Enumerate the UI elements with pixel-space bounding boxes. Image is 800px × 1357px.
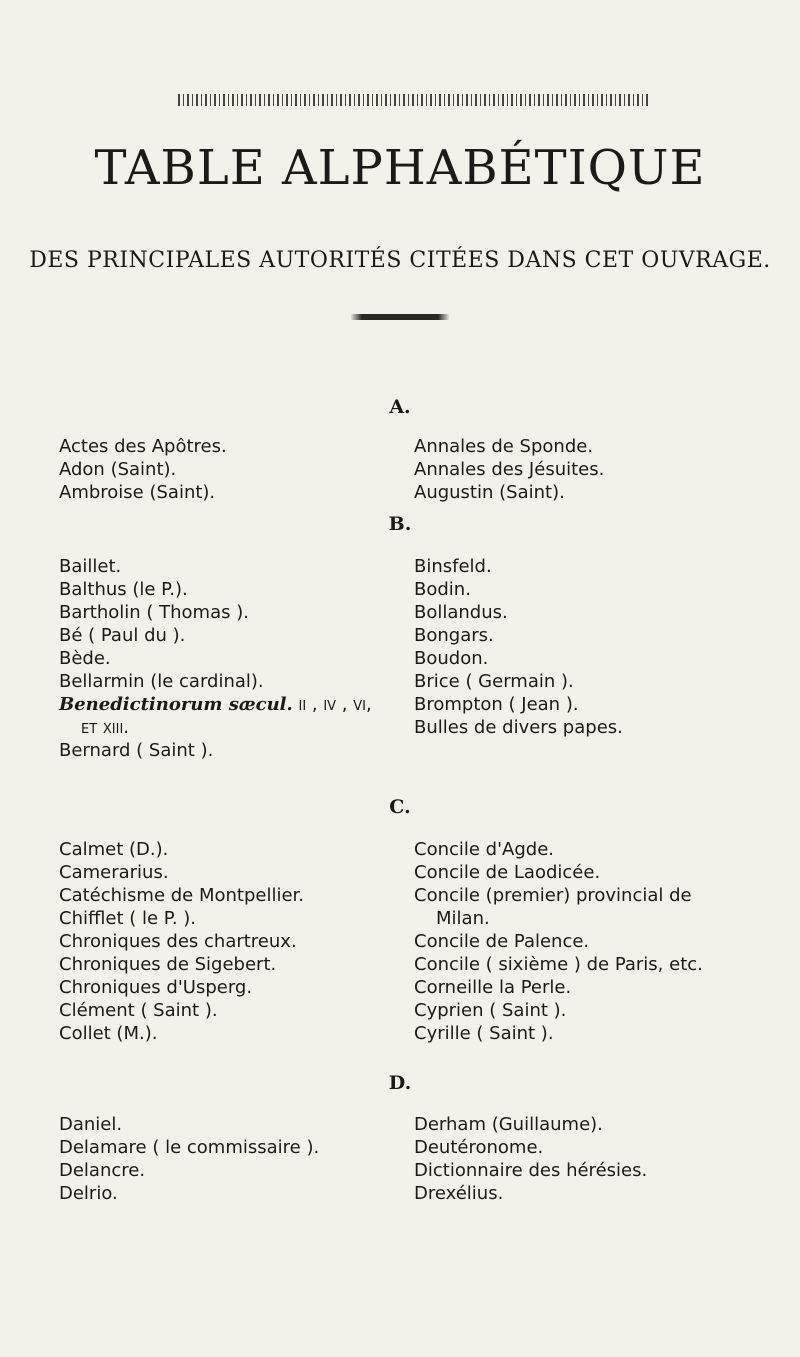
section-c-right-column (414, 838, 703, 1045)
index-entry: Concile ( sixième ) de Paris, etc. (414, 954, 703, 975)
index-entry-continuation: et xiii. (81, 717, 130, 738)
section-d-left-column (59, 1113, 319, 1205)
index-entry: Ambroise (Saint). (59, 482, 216, 503)
decorative-rule (178, 94, 648, 106)
index-entry: Concile de Palence. (414, 931, 590, 952)
index-entry: Bède. (59, 648, 111, 669)
section-d-right-column (414, 1113, 647, 1205)
index-entry: Binsfeld. (414, 556, 492, 577)
index-entry: Camerarius. (59, 862, 169, 883)
ornament-divider (350, 314, 450, 320)
index-entry: Brompton ( Jean ). (414, 694, 579, 715)
index-entry: Bé ( Paul du ). (59, 625, 186, 646)
index-entry: Clément ( Saint ). (59, 1000, 218, 1021)
index-entry: Delrio. (59, 1183, 118, 1204)
italic-title: Benedictinorum sæcul. (59, 694, 293, 715)
section-letter-d: D. (388, 1072, 412, 1094)
index-entry: Delancre. (59, 1160, 146, 1181)
index-entry: Delamare ( le commissaire ). (59, 1137, 320, 1158)
section-b-right-column (414, 555, 623, 739)
index-entry: Concile (premier) provincial de (414, 885, 692, 906)
index-entry: Actes des Apôtres. (59, 436, 227, 457)
section-a-right-column (414, 435, 604, 504)
index-entry: Cyrille ( Saint ). (414, 1023, 554, 1044)
index-entry: Chifflet ( le P. ). (59, 908, 197, 929)
index-entry: Dictionnaire des hérésies. (414, 1160, 648, 1181)
index-entry: Corneille la Perle. (414, 977, 572, 998)
index-entry: Chroniques d'Usperg. (59, 977, 253, 998)
index-entry: Concile de Laodicée. (414, 862, 601, 883)
index-entry: Boudon. (414, 648, 489, 669)
index-entry: Chroniques de Sigebert. (59, 954, 277, 975)
index-entry: Concile d'Agde. (414, 839, 555, 860)
index-entry: Brice ( Germain ). (414, 671, 574, 692)
index-entry: Balthus (le P.). (59, 579, 188, 600)
index-entry: Bartholin ( Thomas ). (59, 602, 249, 623)
index-entry: Annales de Sponde. (414, 436, 594, 457)
index-entry: Daniel. (59, 1114, 123, 1135)
section-letter-a: A. (389, 396, 411, 418)
index-entry: Annales des Jésuites. (414, 459, 605, 480)
index-entry: Bellarmin (le cardinal). (59, 671, 264, 692)
index-entry: Drexélius. (414, 1183, 504, 1204)
index-entry: Chroniques des chartreux. (59, 931, 297, 952)
index-entry: Baillet. (59, 556, 122, 577)
section-a-left-column (59, 435, 227, 504)
index-entry: Collet (M.). (59, 1023, 158, 1044)
index-entry: Cyprien ( Saint ). (414, 1000, 567, 1021)
index-entry: Bernard ( Saint ). (59, 740, 214, 761)
section-b-left-column (59, 555, 372, 762)
index-entry: Bulles de divers papes. (414, 717, 623, 738)
page-title: TABLE ALPHABÉTIQUE (94, 140, 706, 196)
index-entry: Derham (Guillaume). (414, 1114, 603, 1135)
index-entry: Deutéronome. (414, 1137, 544, 1158)
index-entry-continuation: Milan. (436, 908, 490, 929)
index-entry: Augustin (Saint). (414, 482, 565, 503)
section-c-left-column (59, 838, 304, 1045)
index-entry: Bongars. (414, 625, 494, 646)
index-entry: Calmet (D.). (59, 839, 169, 860)
section-letter-c: C. (389, 796, 411, 818)
section-letter-b: B. (388, 513, 412, 535)
index-entry (59, 693, 372, 716)
page-subtitle: DES PRINCIPALES AUTORITÉS CITÉES DANS CET OUVRAGE. (29, 248, 771, 273)
index-entry: Bodin. (414, 579, 471, 600)
volume-numbers: ii , iv , vi, (298, 694, 372, 715)
index-entry: Adon (Saint). (59, 459, 177, 480)
index-entry: Bollandus. (414, 602, 508, 623)
index-entry: Catéchisme de Montpellier. (59, 885, 305, 906)
